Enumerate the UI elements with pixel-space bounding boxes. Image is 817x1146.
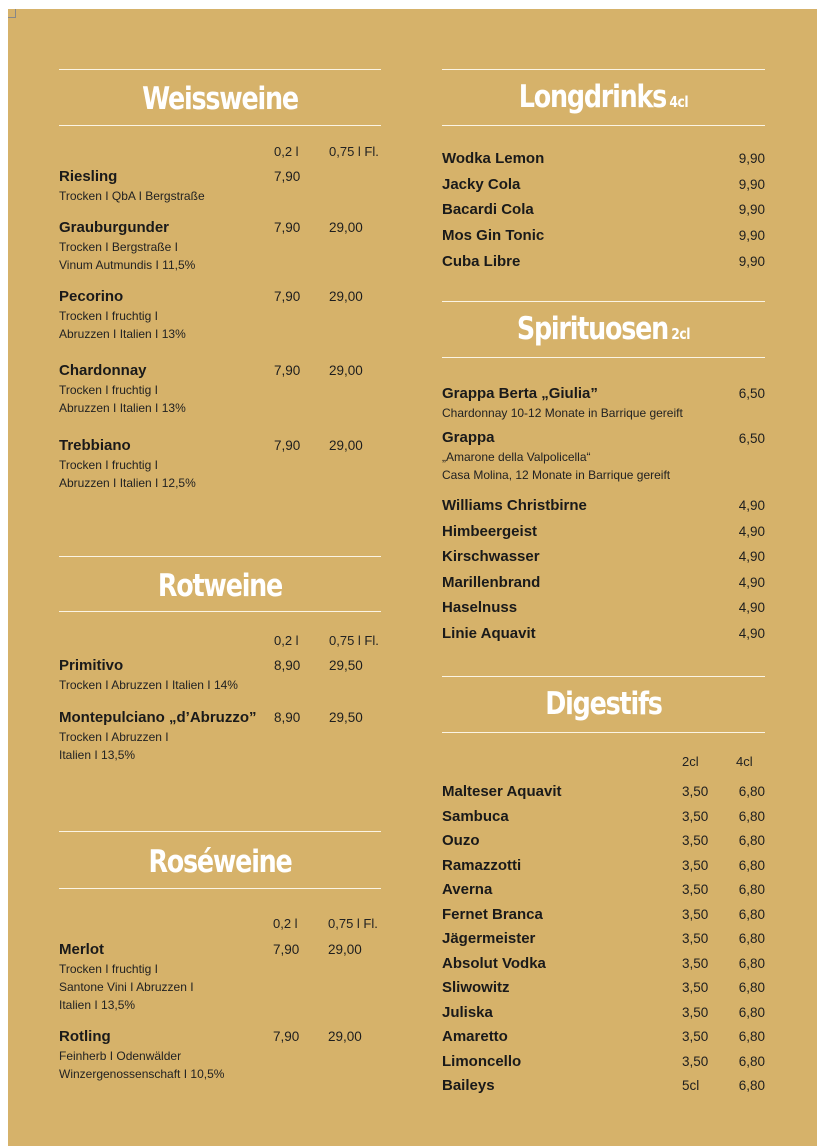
price-bottle: 29,50 <box>329 658 363 673</box>
drink-name: Ouzo <box>442 832 480 849</box>
wine-details: Feinherb I Odenwälder <box>59 1049 182 1063</box>
wine-details: Trocken I fruchtig I <box>59 458 158 472</box>
price-4cl: 6,80 <box>738 833 765 848</box>
price-bottle: 29,00 <box>328 1029 362 1044</box>
drink-name: Grappa Berta „Giulia” <box>442 385 598 402</box>
price-4cl: 6,80 <box>738 1078 765 1093</box>
price-2cl: 3,50 <box>682 980 709 995</box>
price-2cl: 3,50 <box>682 1029 709 1044</box>
drink-price: 9,90 <box>738 202 765 217</box>
column-header-bottle: 0,75 l Fl. <box>328 916 378 931</box>
section-title-rotweine: Rotweine <box>157 568 283 604</box>
drink-price: 4,90 <box>738 498 765 513</box>
price-bottle: 29,00 <box>329 289 363 304</box>
price-2cl: 3,50 <box>682 1005 709 1020</box>
price-4cl: 6,80 <box>738 1054 765 1069</box>
price-4cl: 6,80 <box>738 858 765 873</box>
section-title-unit: 4cl <box>669 93 689 111</box>
drink-name: Kirschwasser <box>442 548 540 565</box>
drink-price: 4,90 <box>738 575 765 590</box>
wine-details: Santone Vini I Abruzzen I <box>59 980 194 994</box>
divider <box>442 732 765 733</box>
price-bottle: 29,00 <box>329 220 363 235</box>
drink-name: Sliwowitz <box>442 979 510 996</box>
price-4cl: 6,80 <box>738 1029 765 1044</box>
wine-name: Riesling <box>59 168 118 185</box>
wine-name: Rotling <box>59 1028 111 1045</box>
drink-price: 4,90 <box>738 549 765 564</box>
price-4cl: 6,80 <box>738 784 765 799</box>
drink-name: Marillenbrand <box>442 574 541 591</box>
wine-details: Trocken I Abruzzen I Italien I 14% <box>59 678 238 692</box>
drink-price: 4,90 <box>738 600 765 615</box>
drink-price: 4,90 <box>738 626 765 641</box>
wine-details: Trocken I fruchtig I <box>59 383 158 397</box>
column-header-bottle: 0,75 l Fl. <box>329 144 379 159</box>
drink-details: „Amarone della Valpolicella“ <box>442 450 591 464</box>
drink-name: Sambuca <box>442 808 509 825</box>
divider <box>442 125 765 126</box>
wine-name: Primitivo <box>59 657 124 674</box>
price-bottle: 29,00 <box>329 438 363 453</box>
price-glass: 7,90 <box>273 1029 300 1044</box>
column-header-glass: 0,2 l <box>274 633 299 648</box>
wine-details: Trocken I Bergstraße I <box>59 240 178 254</box>
drink-price: 4,90 <box>738 524 765 539</box>
section-title-roseweine: Roséweine <box>148 844 292 880</box>
drink-name: Juliska <box>442 1004 493 1021</box>
section-title-unit: 2cl <box>671 325 691 343</box>
section-title-text: Spirituosen <box>516 311 668 347</box>
drink-name: Linie Aquavit <box>442 625 536 642</box>
drink-name: Grappa <box>442 429 495 446</box>
column-header-2cl: 2cl <box>682 754 699 769</box>
price-4cl: 6,80 <box>738 809 765 824</box>
wine-details: Trocken I Abruzzen I <box>59 730 169 744</box>
drink-name: Jacky Cola <box>442 176 521 193</box>
price-4cl: 6,80 <box>738 882 765 897</box>
wine-name: Montepulciano „d’Abruzzo” <box>59 709 257 726</box>
drink-details: Casa Molina, 12 Monate in Barrique gereift <box>442 468 671 482</box>
wine-details: Trocken I fruchtig I <box>59 309 158 323</box>
price-glass: 7,90 <box>274 363 301 378</box>
drink-name: Jägermeister <box>442 930 536 947</box>
price-glass: 7,90 <box>273 942 300 957</box>
column-header-glass: 0,2 l <box>274 144 299 159</box>
divider <box>442 676 765 677</box>
price-bottle: 29,50 <box>329 710 363 725</box>
section-title-spirituosen <box>471 309 736 354</box>
drink-name: Wodka Lemon <box>442 150 545 167</box>
section-title-longdrinks <box>471 77 736 122</box>
drink-name: Himbeergeist <box>442 523 538 540</box>
price-4cl: 6,80 <box>738 907 765 922</box>
price-glass: 7,90 <box>274 289 301 304</box>
wine-name: Trebbiano <box>59 437 131 454</box>
price-2cl: 3,50 <box>682 882 709 897</box>
divider <box>59 125 381 126</box>
wine-details: Italien I 13,5% <box>59 748 136 762</box>
wine-details: Vinum Autmundis I 11,5% <box>59 258 196 272</box>
drink-price: 9,90 <box>738 254 765 269</box>
drink-price: 9,90 <box>738 151 765 166</box>
price-2cl: 3,50 <box>682 809 709 824</box>
drink-name: Haselnuss <box>442 599 518 616</box>
price-glass: 8,90 <box>274 710 301 725</box>
price-2cl: 3,50 <box>682 956 709 971</box>
drink-name: Williams Christbirne <box>442 497 587 514</box>
drink-price: 6,50 <box>738 431 765 446</box>
divider <box>59 831 381 832</box>
drink-name: Absolut Vodka <box>442 955 546 972</box>
price-glass: 7,90 <box>274 220 301 235</box>
price-4cl: 6,80 <box>738 1005 765 1020</box>
price-2cl: 3,50 <box>682 1054 709 1069</box>
column-header-4cl: 4cl <box>736 754 753 769</box>
divider <box>59 69 381 70</box>
price-2cl: 5cl <box>682 1078 700 1093</box>
drink-name: Bacardi Cola <box>442 201 534 218</box>
price-glass: 8,90 <box>274 658 301 673</box>
section-title-weissweine: Weissweine <box>142 81 298 117</box>
section-title-digestifs: Digestifs <box>545 686 662 722</box>
divider <box>442 301 765 302</box>
wine-name: Merlot <box>59 941 104 958</box>
price-2cl: 3,50 <box>682 784 709 799</box>
drink-details: Chardonnay 10-12 Monate in Barrique gereift <box>442 406 683 420</box>
wine-name: Chardonnay <box>59 362 147 379</box>
divider <box>59 556 381 557</box>
drink-name: Fernet Branca <box>442 906 543 923</box>
drink-price: 9,90 <box>738 177 765 192</box>
drink-name: Malteser Aquavit <box>442 783 562 800</box>
column-header-bottle: 0,75 l Fl. <box>329 633 379 648</box>
price-2cl: 3,50 <box>682 858 709 873</box>
drink-name: Cuba Libre <box>442 253 521 270</box>
drink-name: Averna <box>442 881 493 898</box>
drink-name: Limoncello <box>442 1053 522 1070</box>
price-bottle: 29,00 <box>329 363 363 378</box>
price-glass: 7,90 <box>274 438 301 453</box>
wine-details: Winzergenossenschaft I 10,5% <box>59 1067 225 1081</box>
wine-details: Abruzzen I Italien I 12,5% <box>59 476 196 490</box>
crop-mark <box>8 9 16 18</box>
drink-name: Ramazzotti <box>442 857 522 874</box>
divider <box>442 69 765 70</box>
drink-price: 6,50 <box>738 386 765 401</box>
price-2cl: 3,50 <box>682 931 709 946</box>
price-2cl: 3,50 <box>682 833 709 848</box>
price-bottle: 29,00 <box>328 942 362 957</box>
menu-page <box>8 9 817 1146</box>
wine-details: Abruzzen I Italien I 13% <box>59 327 186 341</box>
drink-name: Mos Gin Tonic <box>442 227 545 244</box>
wine-details: Abruzzen I Italien I 13% <box>59 401 186 415</box>
drink-name: Baileys <box>442 1077 495 1094</box>
price-2cl: 3,50 <box>682 907 709 922</box>
drink-name: Amaretto <box>442 1028 508 1045</box>
column-header-glass: 0,2 l <box>273 916 298 931</box>
divider <box>59 888 381 889</box>
wine-details: Italien I 13,5% <box>59 998 136 1012</box>
divider <box>442 357 765 358</box>
wine-name: Grauburgunder <box>59 219 170 236</box>
drink-price: 9,90 <box>738 228 765 243</box>
section-title-text: Longdrinks <box>518 79 667 115</box>
divider <box>59 611 381 612</box>
price-4cl: 6,80 <box>738 980 765 995</box>
price-4cl: 6,80 <box>738 931 765 946</box>
wine-details: Trocken I QbA I Bergstraße <box>59 189 205 203</box>
wine-name: Pecorino <box>59 288 124 305</box>
wine-details: Trocken I fruchtig I <box>59 962 158 976</box>
price-4cl: 6,80 <box>738 956 765 971</box>
price-glass: 7,90 <box>274 169 301 184</box>
